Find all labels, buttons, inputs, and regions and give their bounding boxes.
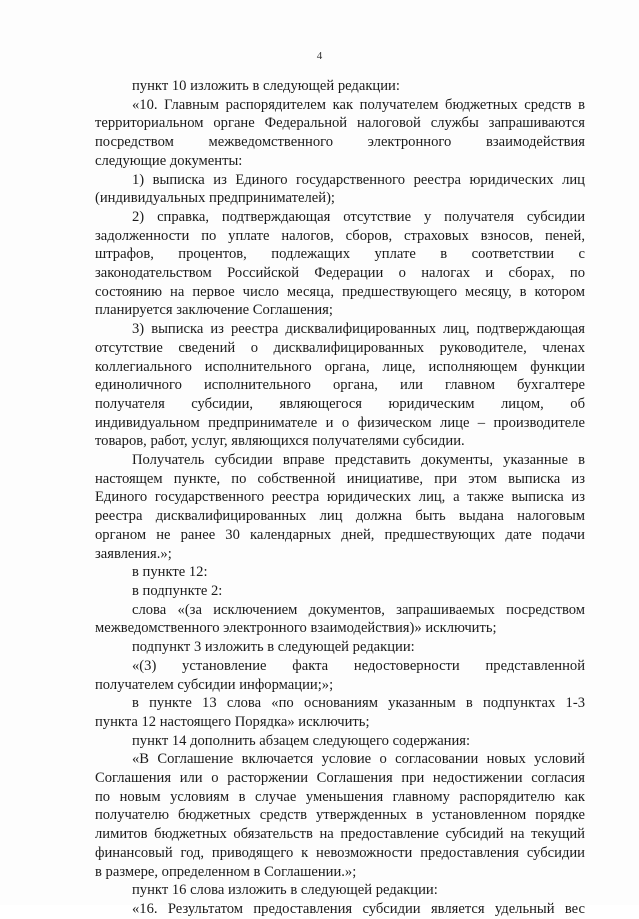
text-line: задолженности по уплате налогов, сборов, страховых взносов, пеней,	[95, 227, 585, 244]
text-line: в пункте 13 слова «по основаниям указанным в подпунктах 1-3	[132, 695, 585, 712]
text-line: «(3) установление факта недостоверности представленной	[132, 657, 585, 674]
text-line: получателем субсидии информации;»;	[95, 676, 334, 693]
text-line: Единого государственного реестра юридических лиц, а также выписка из	[95, 489, 585, 506]
text-line: 3) выписка из реестра дисквалифицированных лиц, подтверждающая	[132, 321, 585, 338]
text-line: подпункт 3 изложить в следующей редакции:	[132, 639, 415, 656]
text-line: настоящем пункте, по собственной инициативе, при этом выписка из	[95, 470, 585, 487]
text-line: органом не ранее 30 календарных дней, предшествующих дате подачи	[95, 526, 585, 543]
text-line: следующие документы:	[95, 152, 243, 169]
text-line: в подпункте 2:	[132, 582, 223, 599]
text-line: слова «(за исключением документов, запрашиваемых посредством	[132, 601, 585, 618]
text-line: получателю бюджетных средств утвержденных в установленном порядке	[95, 807, 585, 824]
text-line: реестра дисквалифицированных лиц должна быть выдана налоговым	[95, 508, 585, 525]
text-line: в размере, определенном в Соглашении.»;	[95, 863, 357, 880]
text-line: пункт 16 слова изложить в следующей редакции:	[132, 882, 438, 899]
text-line: состоянию на первое число месяца, предшествующего месяцу, в котором	[95, 283, 585, 300]
document-body	[95, 77, 585, 919]
text-line: получателя субсидии, являющегося юридическим лицом, об	[95, 395, 585, 412]
text-line: (индивидуальных предпринимателей);	[95, 190, 335, 207]
text-line: Получатель субсидии вправе представить документы, указанные в	[132, 452, 585, 469]
text-line: пункта 12 настоящего Порядка» исключить;	[95, 713, 370, 730]
text-line: «В Соглашение включается условие о согласовании новых условий	[132, 751, 585, 768]
text-line: посредством межведомственного электронного взаимодействия	[95, 134, 585, 151]
page-number: 4	[316, 50, 323, 62]
text-line: единоличного исполнительного органа, или главном бухгалтере	[95, 377, 585, 394]
text-line: коллегиального исполнительного органа, лице, исполняющем функции	[95, 358, 585, 375]
text-line: законодательством Российской Федерации о налогах и сборах, по	[95, 265, 585, 282]
text-line: «10. Главным распорядителем как получателем бюджетных средств в	[132, 96, 585, 113]
text-line: лимитов бюджетных обязательств на предоставление субсидий на текущий	[95, 826, 585, 843]
text-line: по новым условиям в случае уменьшения главному распорядителю как	[95, 788, 585, 805]
text-line: Соглашения или о расторжении Соглашения при недостижении согласия	[95, 770, 585, 787]
text-line: отсутствие сведений о дисквалифицированных руководителе, членах	[95, 339, 585, 356]
text-line: товаров, работ, услуг, являющихся получателями субсидии.	[95, 433, 465, 450]
text-line: 2) справка, подтверждающая отсутствие у получателя субсидии	[132, 208, 585, 225]
text-line: планируется заключение Соглашения;	[95, 302, 333, 319]
text-line: заявления.»;	[95, 545, 172, 562]
text-line: индивидуальном предпринимателе и о физическом лице – производителе	[95, 414, 585, 431]
text-line: финансовый год, приводящего к невозможности предоставления субсидии	[95, 844, 585, 861]
text-line: «16. Результатом предоставления субсидии является удельный вес	[132, 900, 585, 917]
text-line: пункт 10 изложить в следующей редакции:	[132, 78, 400, 94]
text-line: межведомственного электронного взаимодействия)» исключить;	[95, 620, 497, 637]
text-line: штрафов, процентов, подлежащих уплате в соответствии с	[95, 246, 585, 263]
text-line: 1) выписка из Единого государственного реестра юридических лиц	[132, 171, 585, 188]
text-line: территориальном органе Федеральной налоговой службы запрашиваются	[95, 115, 585, 132]
text-line: пункт 14 дополнить абзацем следующего содержания:	[132, 732, 471, 749]
text-line: в пункте 12:	[132, 564, 208, 581]
